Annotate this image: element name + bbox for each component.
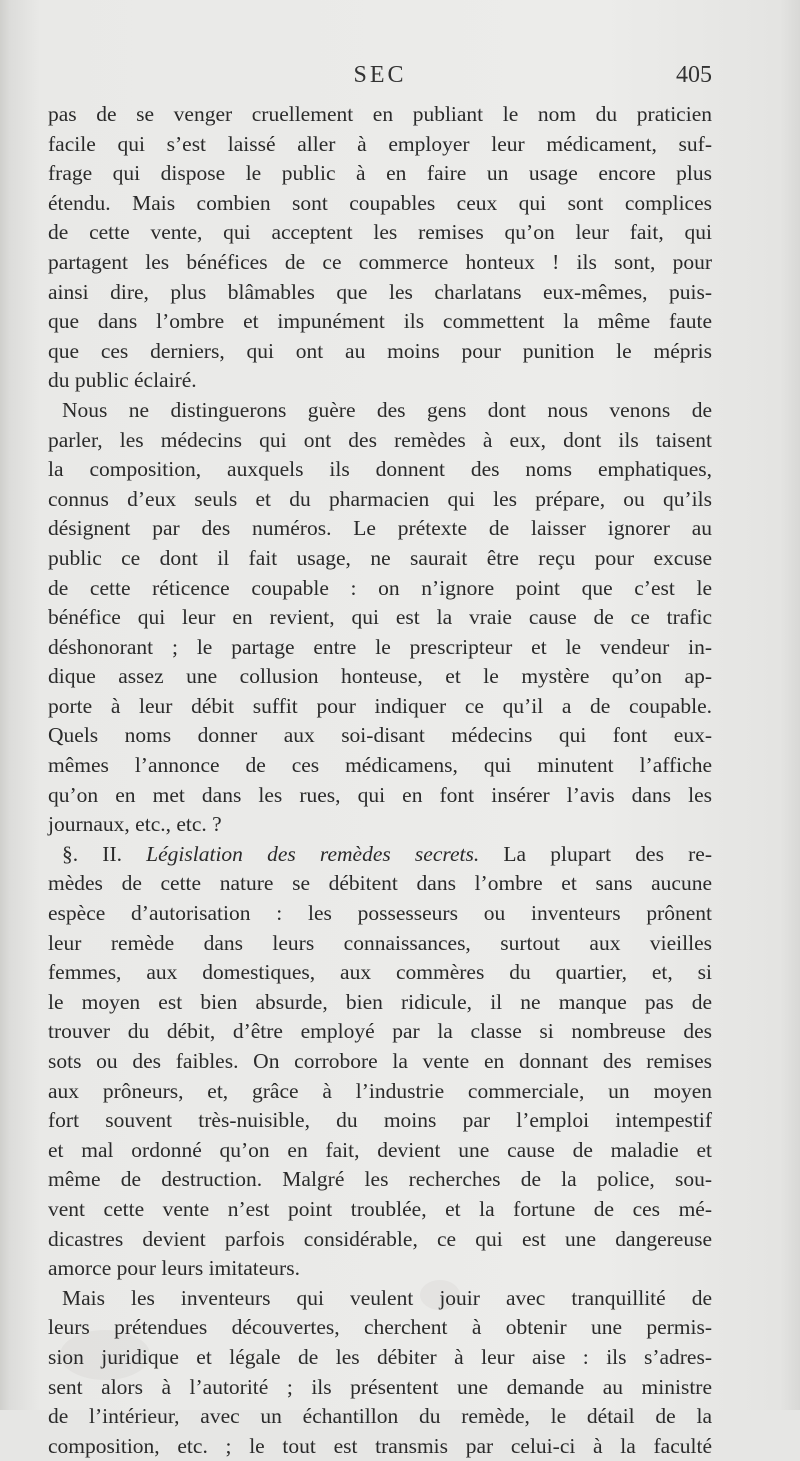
- text-line: parler, les médecins qui ont des remèdes à eux, dont ils taisent: [48, 427, 712, 452]
- text-line: le moyen est bien absurde, bien ridicule, il ne manque pas de: [48, 989, 712, 1014]
- text-line: et mal ordonné qu’on en fait, devient une cause de maladie et: [48, 1137, 712, 1162]
- text-line: porte à leur débit suffit pour indiquer ce qu’il a de coupable.: [48, 693, 712, 718]
- text-line: frage qui dispose le public à en faire un usage encore plus: [48, 161, 712, 186]
- text-line: désignent par des numéros. Le prétexte de laisser ignorer au: [48, 516, 712, 541]
- text-line: leurs prétendues découvertes, cherchent à obtenir une permis-: [48, 1315, 712, 1340]
- text-line: public ce dont il fait usage, ne saurait être reçu pour excuse: [48, 545, 712, 570]
- text-line: Nous ne distinguerons guère des gens dont nous venons de: [62, 397, 712, 422]
- text-line: pas de se venger cruellement en publiant le nom du praticien: [48, 102, 712, 126]
- body-text: [48, 100, 712, 1461]
- text-line: ainsi dire, plus blâmables que les charlatans eux-mêmes, puis-: [48, 279, 712, 304]
- text-line: bénéfice qui leur en revient, qui est la vraie cause de ce trafic: [48, 605, 712, 630]
- text-line: journaux, etc., etc. ?: [48, 812, 222, 837]
- section-title: Législation des remèdes secrets.: [146, 841, 480, 866]
- text-line: déshonorant ; le partage entre le prescripteur et le vendeur in-: [48, 634, 712, 659]
- text-line: espèce d’autorisation : les possesseurs ou inventeurs prônent: [48, 901, 712, 926]
- running-head: [48, 62, 712, 96]
- text-line: mêmes l’annonce de ces médicamens, qui minutent l’affiche: [48, 753, 712, 778]
- text-line: amorce pour leurs imitateurs.: [48, 1256, 300, 1281]
- text-line: facile qui s’est laissé aller à employer leur médicament, suf-: [48, 131, 712, 156]
- text-line: dicastres devient parfois considérable, ce qui est une dangereuse: [48, 1226, 712, 1251]
- text-line: sots ou des faibles. On corrobore la vente en donnant des remises: [48, 1049, 712, 1073]
- text-line: connus d’eux seuls et du pharmacien qui les prépare, ou qu’ils: [48, 486, 712, 511]
- text-line: de l’intérieur, avec un échantillon du remède, le détail de la: [48, 1404, 712, 1429]
- text-line: aux prôneurs, et, grâce à l’industrie commerciale, un moyen: [48, 1078, 712, 1103]
- text-line: partagent les bénéfices de ce commerce honteux ! ils sont, pour: [48, 249, 712, 274]
- text-line: [48, 840, 712, 870]
- page-number: 405: [676, 62, 712, 88]
- text-line: que ces derniers, qui ont au moins pour punition le mépris: [48, 338, 712, 363]
- running-title: SEC: [353, 62, 407, 88]
- text-line: que dans l’ombre et impunément ils commettent la même faute: [48, 309, 712, 334]
- text-line: même de destruction. Malgré les recherches de la police, sou-: [48, 1167, 712, 1192]
- text-line: de cette vente, qui acceptent les remises qu’on leur fait, qui: [48, 220, 712, 245]
- text-line: qu’on en met dans les rues, qui en font insérer l’avis dans les: [48, 782, 712, 807]
- text-line: Mais les inventeurs qui veulent jouir avec tranquillité de: [62, 1285, 712, 1310]
- text-line: femmes, aux domestiques, aux commères du quartier, et, si: [48, 960, 712, 985]
- text-line: sent alors à l’autorité ; ils présentent une demande au ministre: [48, 1374, 712, 1399]
- text-line: étendu. Mais combien sont coupables ceux qui sont complices: [48, 190, 712, 215]
- text-line: trouver du débit, d’être employé par la classe si nombreuse des: [48, 1019, 712, 1044]
- section-number: §. II.: [62, 841, 147, 866]
- text-line: sion juridique et légale de les débiter à leur aise : ils s’adres-: [48, 1344, 712, 1369]
- text-line: fort souvent très-nuisible, du moins par l’emploi intempestif: [48, 1108, 712, 1133]
- text-line: Quels noms donner aux soi-disant médecins qui font eux-: [48, 723, 712, 748]
- text-line: la composition, auxquels ils donnent des noms emphatiques,: [48, 457, 712, 482]
- text-line: vent cette vente n’est point troublée, et la fortune de ces mé-: [48, 1196, 712, 1221]
- section-text: La plupart des re-: [479, 841, 712, 866]
- text-line: de cette réticence coupable : on n’ignore point que c’est le: [48, 575, 712, 600]
- text-line: composition, etc. ; le tout est transmis par celui-ci à la faculté: [48, 1433, 712, 1458]
- text-line: dique assez une collusion honteuse, et le mystère qu’on ap-: [48, 664, 712, 689]
- text-line: du public éclairé.: [48, 368, 197, 393]
- text-line: leur remède dans leurs connaissances, surtout aux vieilles: [48, 930, 712, 955]
- text-line: mèdes de cette nature se débitent dans l’ombre et sans aucune: [48, 871, 712, 896]
